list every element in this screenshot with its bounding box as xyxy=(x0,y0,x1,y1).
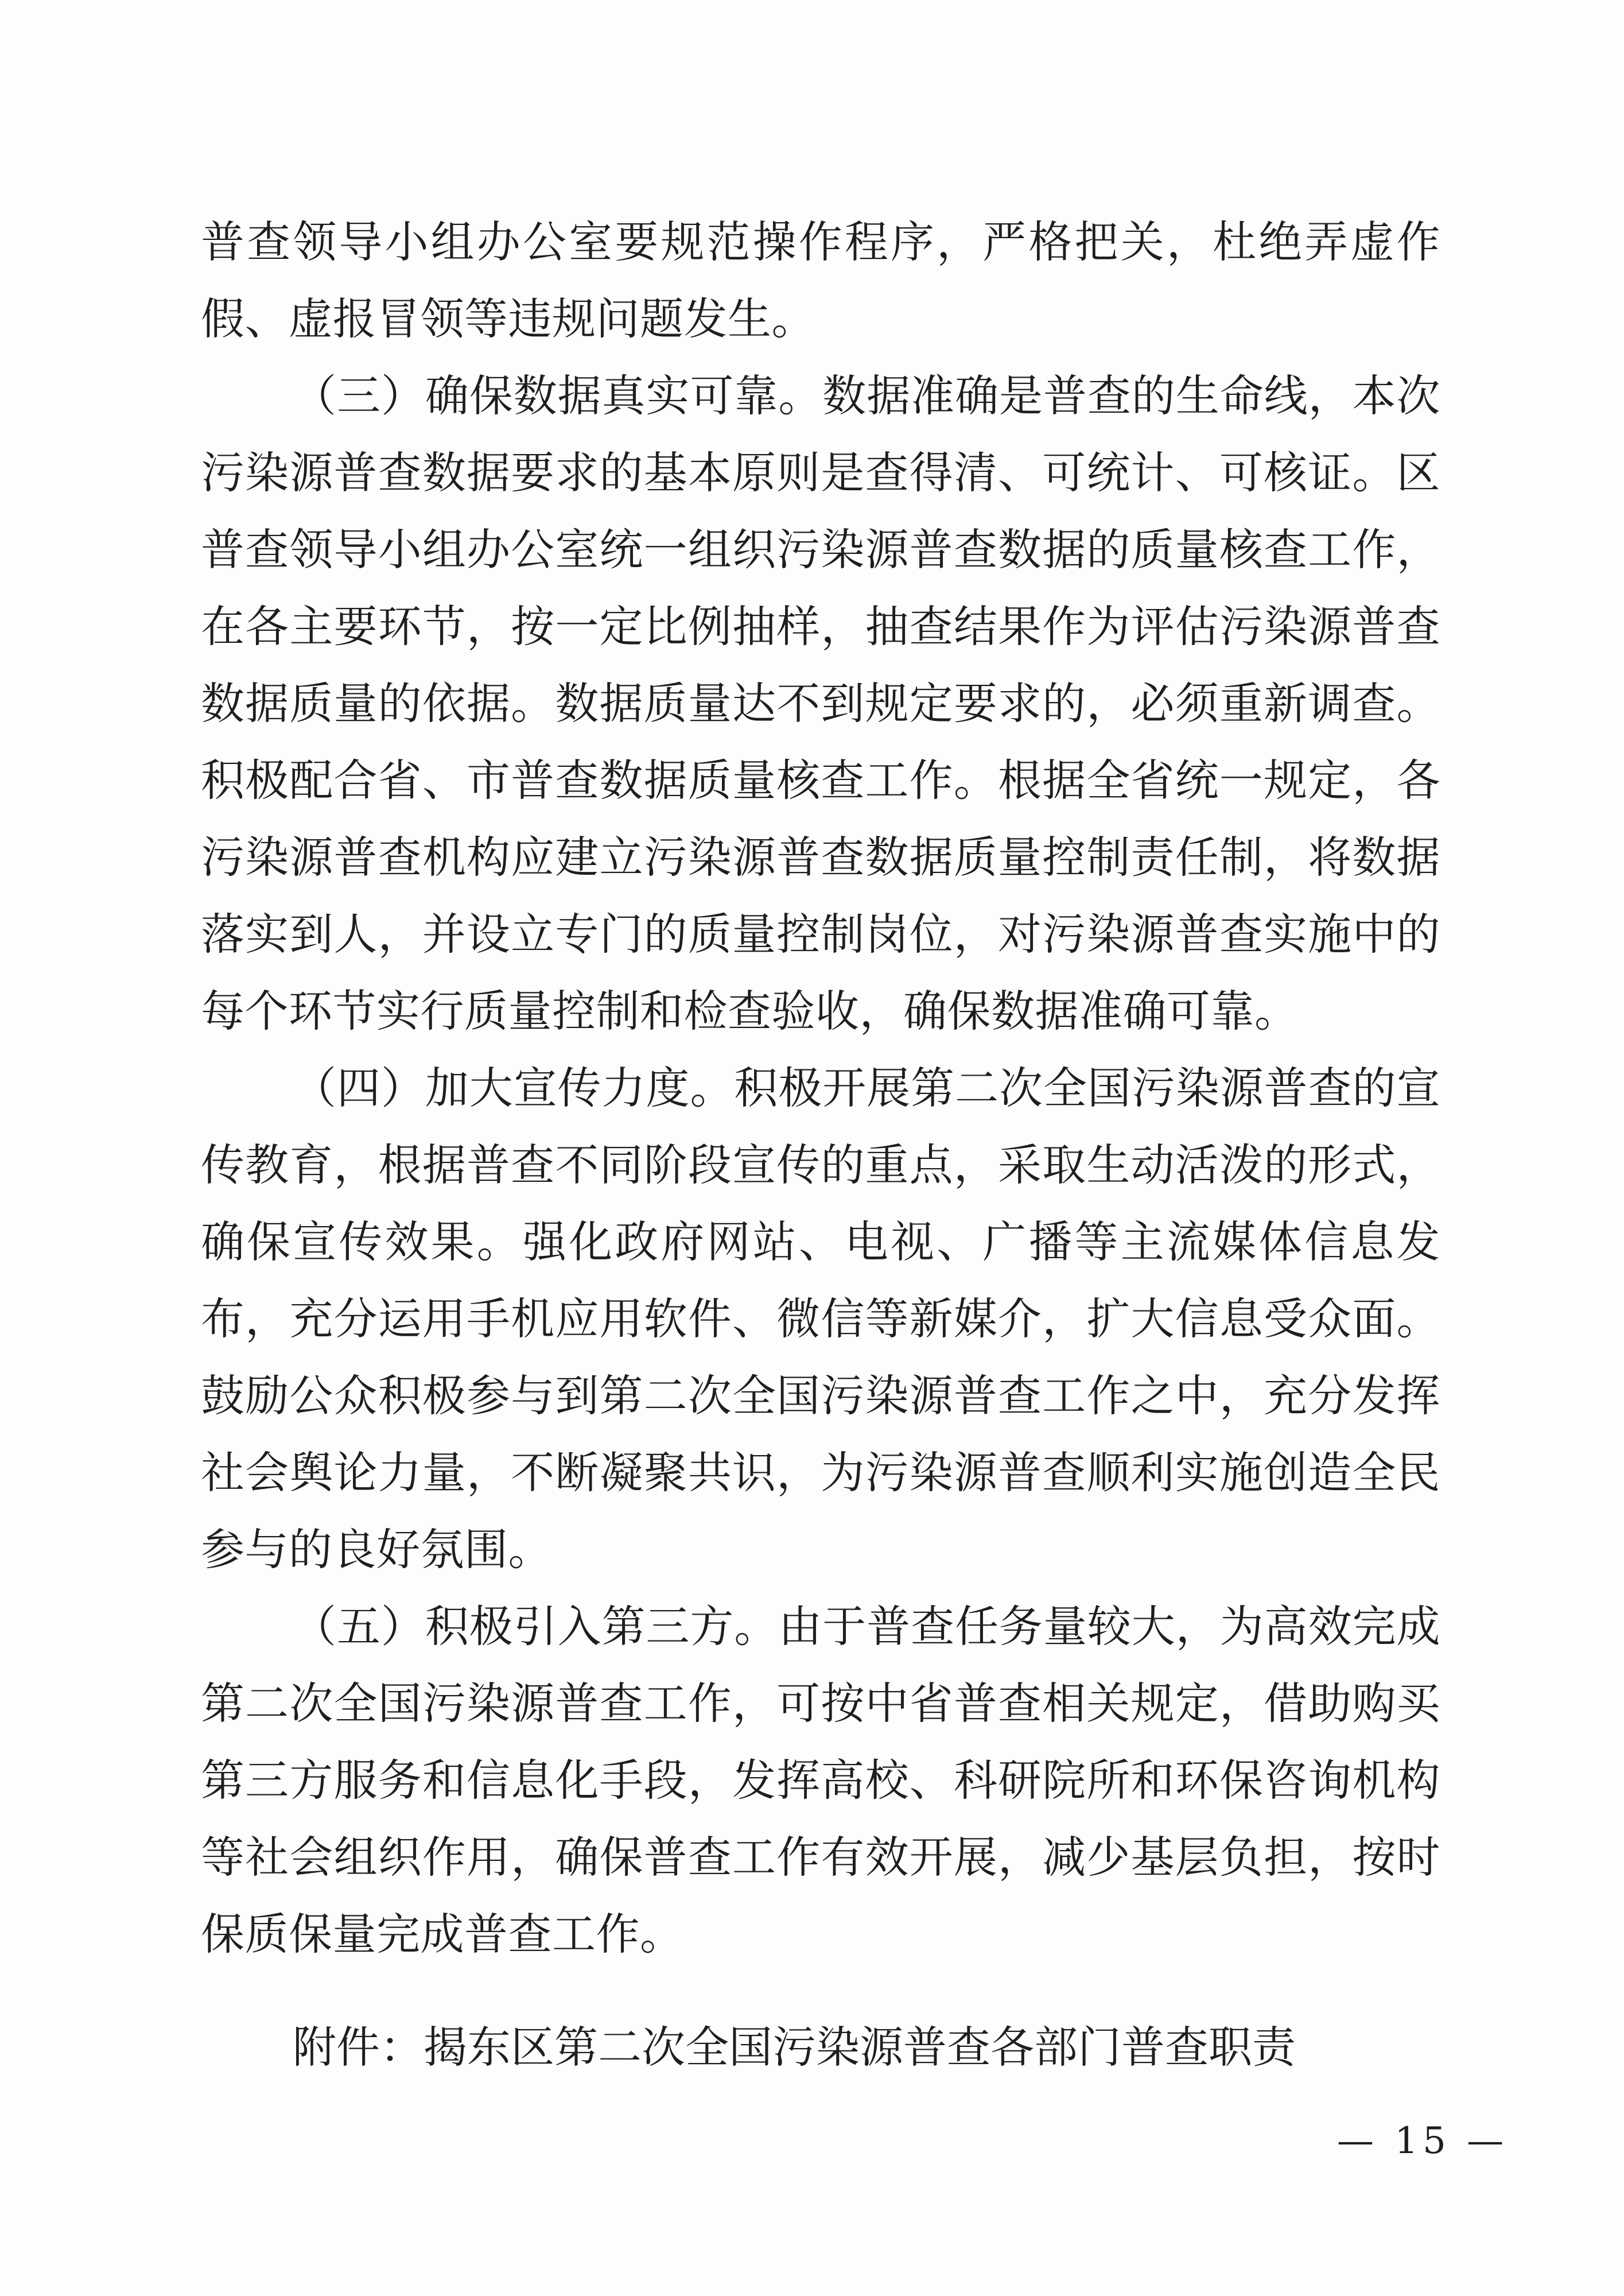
text-line: 假、虚报冒领等违规问题发生。 xyxy=(201,293,815,344)
text-line: 落实到人，并设立专门的质量控制岗位，对污染源普查实施中的 xyxy=(201,909,1440,960)
text-line: 布，充分运用手机应用软件、微信等新媒介，扩大信息受众面。 xyxy=(201,1293,1440,1344)
text-line: 污染源普查数据要求的基本原则是查得清、可统计、可核证。区 xyxy=(201,447,1440,498)
text-line: 数据质量的依据。数据质量达不到规定要求的，必须重新调查。 xyxy=(201,678,1440,729)
text-line: （五）积极引入第三方。由于普查任务量较大，为高效完成 xyxy=(293,1601,1440,1652)
text-line: 在各主要环节，按一定比例抽样，抽查结果作为评估污染源普查 xyxy=(201,601,1440,652)
text-line: 第二次全国污染源普查工作，可按中省普查相关规定，借助购买 xyxy=(201,1678,1440,1729)
text-line: 传教育，根据普查不同阶段宣传的重点，采取生动活泼的形式， xyxy=(201,1139,1440,1190)
paragraph-continuation xyxy=(201,204,1440,358)
text-line: （三）确保数据真实可靠。数据准确是普查的生命线，本次 xyxy=(293,370,1440,421)
text-line: 参与的良好氛围。 xyxy=(201,1524,552,1575)
page-number: — 15 — xyxy=(1337,2120,1509,2162)
text-line: 社会舆论力量，不断凝聚共识，为污染源普查顺利实施创造全民 xyxy=(201,1447,1440,1498)
text-line: 第三方服务和信息化手段，发挥高校、科研院所和环保咨询机构 xyxy=(201,1755,1440,1806)
paragraph-section-4 xyxy=(201,1050,1440,1588)
text-line: 鼓励公众积极参与到第二次全国污染源普查工作之中，充分发挥 xyxy=(201,1370,1440,1421)
text-line: 普查领导小组办公室统一组织污染源普查数据的质量核查工作， xyxy=(201,524,1440,575)
paragraph-section-5 xyxy=(201,1588,1440,1973)
text-line: 保质保量完成普查工作。 xyxy=(201,1909,684,1960)
text-line: （四）加大宣传力度。积极开展第二次全国污染源普查的宣 xyxy=(293,1062,1440,1114)
attachment-note: 附件：揭东区第二次全国污染源普查各部门普查职责 xyxy=(293,2022,1296,2073)
document-body xyxy=(201,204,1440,1973)
text-line: 等社会组织作用，确保普查工作有效开展，减少基层负担，按时 xyxy=(201,1832,1440,1883)
text-line: 积极配合省、市普查数据质量核查工作。根据全省统一规定，各 xyxy=(201,755,1440,806)
text-line: 每个环节实行质量控制和检查验收，确保数据准确可靠。 xyxy=(201,986,1299,1037)
text-line: 普查领导小组办公室要规范操作程序，严格把关，杜绝弄虚作 xyxy=(201,216,1440,267)
text-line: 确保宣传效果。强化政府网站、电视、广播等主流媒体信息发 xyxy=(201,1216,1440,1267)
paragraph-section-3 xyxy=(201,358,1440,1050)
text-line: 污染源普查机构应建立污染源普查数据质量控制责任制，将数据 xyxy=(201,832,1440,883)
